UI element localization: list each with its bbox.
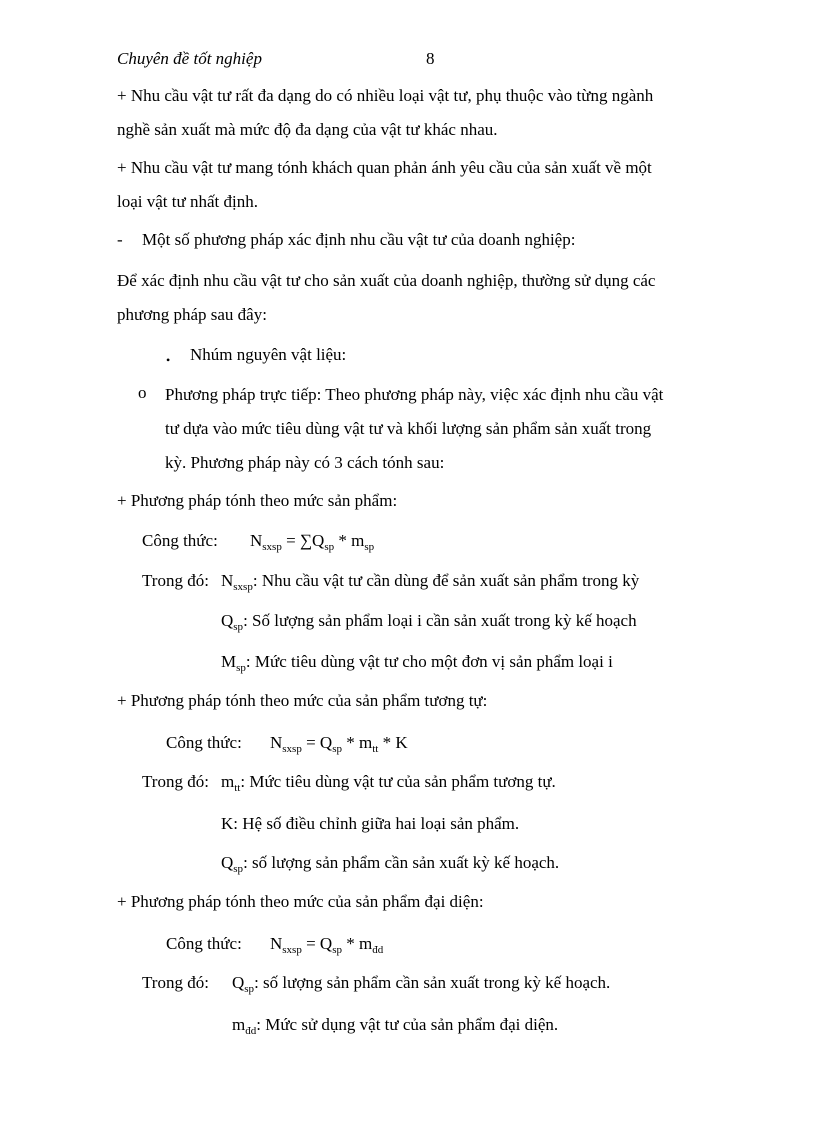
bullet-marker: • <box>166 353 171 367</box>
method1-formula: $N_{sxsp} = \sum Q_{sp} * m_{sp}$ <box>250 531 375 553</box>
circle-marker: o <box>138 383 147 402</box>
method1-where-label: Trong đó: <box>142 571 209 590</box>
sub-item-line1: Phương pháp trực tiếp: Theo phương pháp này, việc xác định nhu cầu vật <box>165 385 664 404</box>
para3-line1: Để xác định nhu cầu vật tư cho sản xuất của doanh nghiệp, thường sử dụng các <box>117 271 656 290</box>
para3-line2: phương pháp sau đây: <box>117 305 267 324</box>
method2-def-3: $Q_{sp}$: số lượng sản phẩm cần sản xuất kỳ kế hoạch. <box>221 853 560 875</box>
method2-formula: $N_{sxsp} = Q_{sp} * m_{tt} * K$ <box>270 733 408 755</box>
dash-marker: - <box>117 230 123 249</box>
method3-def-2: $m_{đd}$: Mức sử dụng vật tư của sản phẩm đại diện. <box>232 1015 559 1037</box>
method2-heading: + Phương pháp tónh theo mức của sản phẩm tương tự: <box>117 691 488 710</box>
para2-line2: loại vật tư nhất định. <box>117 192 258 211</box>
method3-where-label: Trong đó: <box>142 973 209 992</box>
method3-heading: + Phương pháp tónh theo mức của sản phẩm đại diện: <box>117 892 484 911</box>
method1-def-1: $N_{sxsp}$: Nhu cầu vật tư cần dùng để sản xuất sản phẩm trong kỳ <box>221 571 640 593</box>
header-title: Chuyên đề tốt nghiệp <box>117 49 262 68</box>
sub-item-line2: tư dựa vào mức tiêu dùng vật tư và khối lượng sản phẩm sản xuất trong <box>165 419 652 438</box>
method2-where-label: Trong đó: <box>142 772 209 791</box>
method3-formula-label: Công thức: <box>166 934 242 953</box>
dash-item-text: Một số phương pháp xác định nhu cầu vật tư của doanh nghiệp: <box>142 230 576 249</box>
method2-def-2: K: Hệ số điều chỉnh giữa hai loại sản phẩm. <box>221 814 520 833</box>
para2-line1: + Nhu cầu vật tư mang tónh khách quan phản ánh yêu cầu của sản xuất về một <box>117 158 652 177</box>
method2-formula-label: Công thức: <box>166 733 242 752</box>
method1-formula-label: Công thức: <box>142 531 218 550</box>
method1-def-2: $Q_{sp}$: Số lượng sản phẩm loại i cần sản xuất trong kỳ kế hoạch <box>221 611 637 633</box>
method2-def-1: $m_{tt}$: Mức tiêu dùng vật tư của sản phẩm tương tự. <box>221 772 556 794</box>
method1-heading: + Phương pháp tónh theo mức sản phẩm: <box>117 491 398 510</box>
para1-line2: nghề sản xuất mà mức độ đa dạng của vật tư khác nhau. <box>117 120 498 139</box>
sub-item-line3: kỳ. Phương pháp này có 3 cách tónh sau: <box>165 453 445 472</box>
method3-formula: $N_{sxsp} = Q_{sp} * m_{đd}$ <box>270 934 384 956</box>
method1-def-3: $M_{sp}$: Mức tiêu dùng vật tư cho một đơn vị sản phẩm loại i <box>221 652 613 674</box>
method3-def-1: $Q_{sp}$: số lượng sản phẩm cần sản xuất trong kỳ kế hoạch. <box>232 973 611 995</box>
bullet-text: Nhúm nguyên vật liệu: <box>190 345 347 364</box>
page-number: 8 <box>426 49 435 68</box>
para1-line1: + Nhu cầu vật tư rất đa dạng do có nhiều loại vật tư, phụ thuộc vào từng ngành <box>117 86 654 105</box>
